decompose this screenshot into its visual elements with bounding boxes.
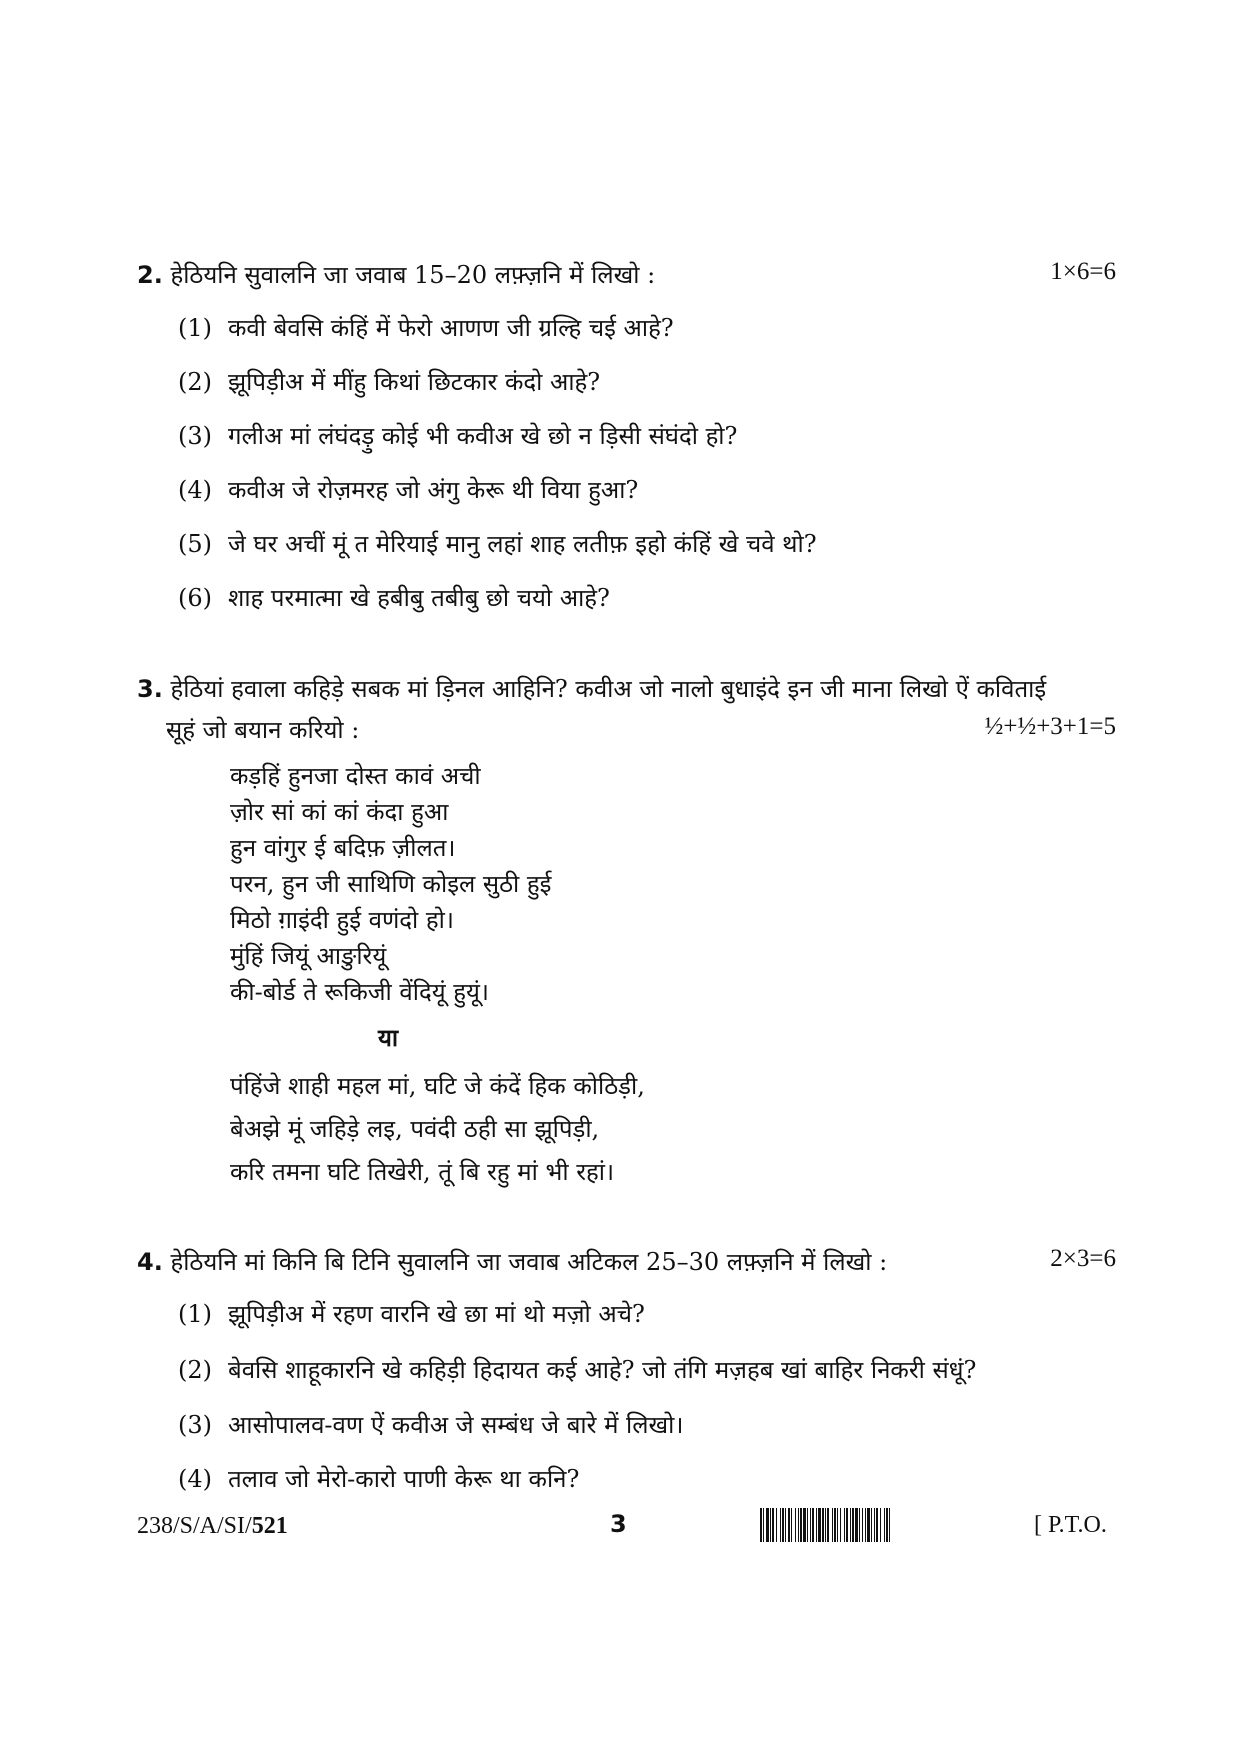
- question-2-item-1: [178, 311, 674, 344]
- poem-line: बेअझे मूं जहिड़े लइ, पवंदी ठही सा झूपिड़ी,: [230, 1115, 600, 1143]
- question-4-item-4: [178, 1462, 579, 1495]
- item-text: कवी बेवसि कंहिं में फेरो आणण जी ग्रल्हि चई आहे?: [228, 314, 674, 342]
- item-number: (5): [178, 530, 212, 558]
- item-text: तलाव जो मेरो-कारो पाणी केरू था कनि?: [228, 1465, 580, 1493]
- page-number: 3: [610, 1510, 627, 1538]
- item-text: जे घर अचीं मूं त मेरियाई मानु लहां शाह लतीफ़ इहो कंहिं खे चवे थो?: [228, 530, 817, 558]
- question-2-item-3: [178, 419, 737, 452]
- item-number: (6): [178, 584, 212, 612]
- question-3-line-2: सूहं जो बयान करियो :: [166, 716, 360, 744]
- poem-line: ज़ोर सां कां कां कंदा हुआ: [230, 798, 449, 826]
- or-separator: या: [378, 1023, 399, 1052]
- item-text: आसोपालव-वण ऐं कवीअ जे सम्बंध जे बारे में लिखो।: [228, 1411, 684, 1439]
- item-number: (1): [178, 314, 212, 342]
- question-4-item-1: [178, 1297, 645, 1330]
- item-number: (2): [178, 1356, 212, 1384]
- question-2-item-4: [178, 473, 638, 506]
- poem-line: करि तमना घटि तिखेरी, तूं बि रहु मां भी रहां।: [230, 1158, 615, 1186]
- question-4-heading: [137, 1245, 887, 1278]
- item-number: (3): [178, 1411, 212, 1439]
- question-4-item-3: [178, 1408, 684, 1441]
- paper-code-prefix: 238/S/A/SI/: [137, 1513, 252, 1539]
- item-number: (4): [178, 1465, 212, 1493]
- item-text: झूपिड़ीअ में रहण वारनि खे छा मां थो मज़ो अचे?: [228, 1300, 645, 1328]
- question-3-marks: ½+½+3+1=5: [984, 713, 1116, 740]
- item-number: (2): [178, 368, 212, 396]
- item-text: बेवसि शाहूकारनि खे कहिड़ी हिदायत कई आहे? जो तंगि मज़हब खां बाहिर निकरी संधूं?: [228, 1356, 977, 1384]
- paper-code: [137, 1513, 288, 1540]
- item-text: कवीअ जे रोज़मरह जो अंगु केरू थी विया हुआ?: [228, 476, 639, 504]
- item-number: (3): [178, 422, 212, 450]
- item-number: (4): [178, 476, 212, 504]
- question-text: हेठियां हवाला कहिड़े सबक मां ड़िनल आहिनि? कवीअ जो नालो बुधाइंदे इन जी माना लिखो ऐं कविताई: [170, 675, 1047, 703]
- poem-line: की-बोर्ड ते रूकिजी वेंदियूं हुयूं।: [230, 978, 490, 1006]
- question-2-marks: 1×6=6: [1050, 258, 1116, 285]
- poem-line: पंहिंजे शाही महल मां, घटि जे कंदें हिक कोठिड़ी,: [230, 1072, 645, 1100]
- question-3-heading: [137, 672, 1046, 705]
- question-number: 2.: [137, 261, 163, 289]
- question-4-marks: 2×3=6: [1050, 1245, 1116, 1272]
- question-2-heading: [137, 258, 655, 291]
- question-number: 4.: [137, 1248, 163, 1276]
- question-2-item-2: [178, 365, 600, 398]
- question-2-item-5: [178, 527, 817, 560]
- question-4-item-2: [178, 1353, 976, 1386]
- pto-label: [ P.T.O.: [1034, 1512, 1107, 1538]
- poem-line: मुंहिं जियूं आङुरियूं: [230, 942, 387, 970]
- question-2-item-6: [178, 581, 610, 614]
- paper-code-number: 521: [251, 1513, 288, 1539]
- poem-line: मिठो ग़ाइंदी हुई वणंदो हो।: [230, 906, 454, 934]
- item-text: गलीअ मां लंघंदड़ु कोई भी कवीअ खे छो न ड़िसी संघंदो हो?: [228, 422, 738, 450]
- poem-line: परन, हुन जी साथिणि कोइल सुठी हुई: [230, 870, 552, 898]
- item-text: शाह परमात्मा खे हबीबु तबीबु छो चयो आहे?: [228, 584, 610, 612]
- item-number: (1): [178, 1300, 212, 1328]
- question-text: हेठियनि सुवालनि जा जवाब 15–20 लफ़्ज़नि में लिखो :: [170, 261, 656, 289]
- question-text: हेठियनि मां किनि बि टिनि सुवालनि जा जवाब अटिकल 25–30 लफ़्ज़नि में लिखो :: [170, 1248, 888, 1276]
- barcode-bar: [889, 1508, 890, 1542]
- question-number: 3.: [137, 675, 163, 703]
- poem-line: कड़हिं हुनजा दोस्त कावं अची: [230, 762, 481, 790]
- barcode-image: [760, 1508, 1022, 1542]
- poem-line: हुन वांगुर ई बदिफ़ ज़ीलत।: [230, 834, 456, 862]
- item-text: झूपिड़ीअ में मींहु किथां छिटकार कंदो आहे?: [228, 368, 601, 396]
